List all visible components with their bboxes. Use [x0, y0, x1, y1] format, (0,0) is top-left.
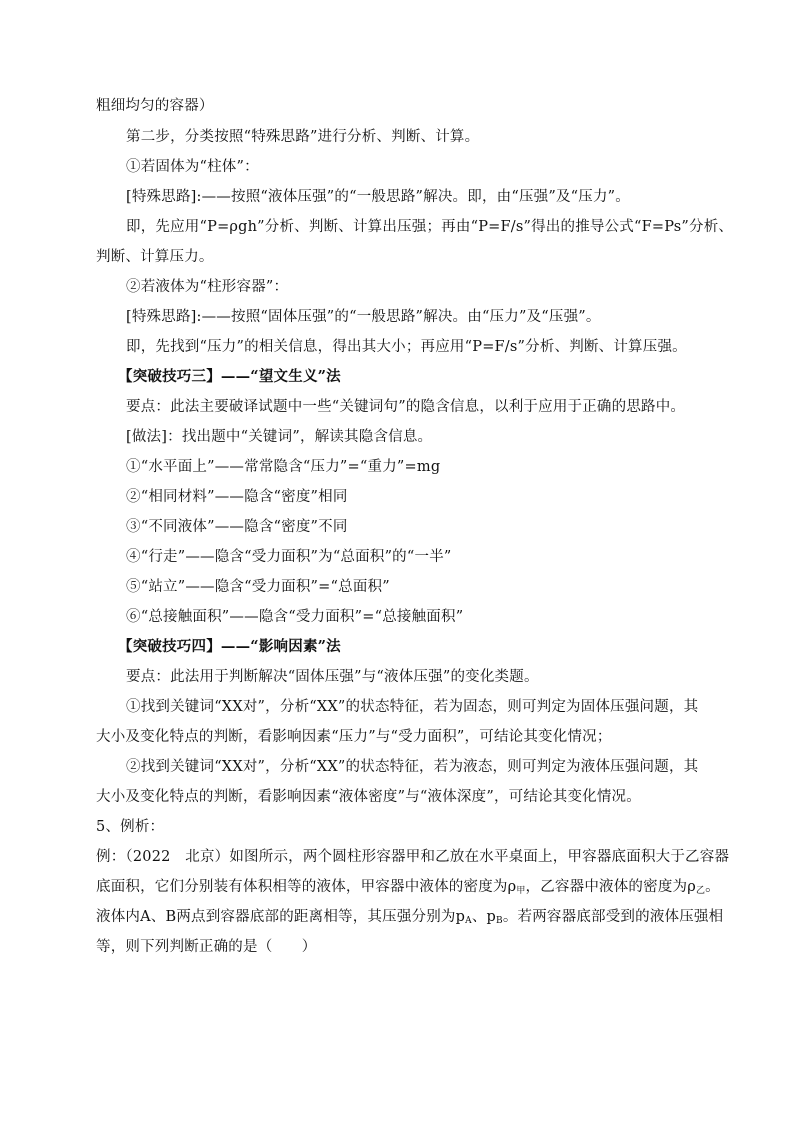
text-segment: 底面积，它们分别装有体积相等的液体，甲容器中液体的密度为ρ [96, 879, 517, 895]
text-line: 5、例析： [96, 819, 165, 835]
text-segment: 、p [471, 909, 496, 925]
text-segment: 。若两容器底部受到的液体压强相 [502, 909, 724, 925]
text-line: 判断、计算压力。 [96, 249, 214, 265]
text-line: 要点：此法主要破译试题中一些“关键词句”的隐含信息，以利于应用于正确的思路中。 [126, 399, 686, 415]
subscript: 甲 [516, 886, 526, 896]
text-segment: 。 [705, 879, 720, 895]
text-line: ②找到关键词“XX对”，分析“XX”的状态特征，若为液态，则可判定为液体压强问题，其 [126, 759, 699, 775]
text-line: ①找到关键词“XX对”，分析“XX”的状态特征，若为固态，则可判定为固体压强问题，其 [126, 699, 699, 715]
text-segment: 液体内A、B两点到容器底部的距离相等，其压强分别为p [96, 909, 466, 925]
text-line: [特殊思路]:——按照“液体压强”的“一般思路”解决。即，由“压强”及“压力”。 [126, 189, 630, 205]
text-line: ①若固体为“柱体”： [126, 159, 259, 175]
subscript: 乙 [695, 886, 706, 896]
text-line [96, 907, 724, 927]
text-line: 大小及变化特点的判断，看影响因素“液体密度”与“液体深度”，可结论其变化情况。 [96, 789, 641, 805]
text-line: 即，先应用“P=ρgh”分析、判断、计算出压强；再由“P=F/s”得出的推导公式“F=Ps”分析、 [126, 219, 734, 235]
text-line: 即，先找到“压力”的相关信息，得出其大小；再应用“P=F/s”分析、判断、计算压强。 [126, 339, 687, 355]
text-line [96, 877, 720, 897]
list-item: ⑥“总接触面积”——隐含“受力面积”=“总接触面积” [126, 609, 464, 625]
text-line: ②若液体为“柱形容器”： [126, 279, 289, 295]
section-heading: 【突破技巧三】——“望文生义”法 [118, 368, 341, 385]
text-line: 第二步，分类按照“特殊思路”进行分析、判断、计算。 [126, 129, 480, 145]
text-line: [做法]：找出题中“关键词”，解读其隐含信息。 [126, 429, 433, 445]
text-segment: ，乙容器中液体的密度为ρ [525, 879, 696, 895]
text-line: 要点：此法用于判断解决“固体压强”与“液体压强”的变化类题。 [126, 669, 539, 685]
text-line: 粗细均匀的容器） [96, 98, 214, 114]
list-item: ③“不同液体”——隐含“密度”不同 [126, 519, 348, 535]
text-line: [特殊思路]:——按照“固体压强”的“一般思路”解决。由“压力”及“压强”。 [126, 309, 601, 325]
subscript: B [496, 916, 503, 926]
text-line: 等，则下列判断正确的是（ ） [96, 939, 317, 955]
list-item: ①“水平面上”——常常隐含“压力”=“重力”=mg [126, 459, 441, 475]
text-line: 例：（2022 北京）如图所示，两个圆柱形容器甲和乙放在水平桌面上，甲容器底面积大于乙容器 [96, 849, 730, 865]
list-item: ⑤“站立”——隐含“受力面积”=“总面积” [126, 579, 390, 595]
list-item: ②“相同材料”——隐含“密度”相同 [126, 489, 348, 505]
text-line: 大小及变化特点的判断，看影响因素“压力”与“受力面积”，可结论其变化情况； [96, 729, 612, 745]
subscript: A [465, 916, 472, 926]
list-item: ④“行走”——隐含“受力面积”为“总面积”的“一半” [126, 549, 452, 565]
section-heading: 【突破技巧四】——“影响因素”法 [118, 638, 341, 655]
